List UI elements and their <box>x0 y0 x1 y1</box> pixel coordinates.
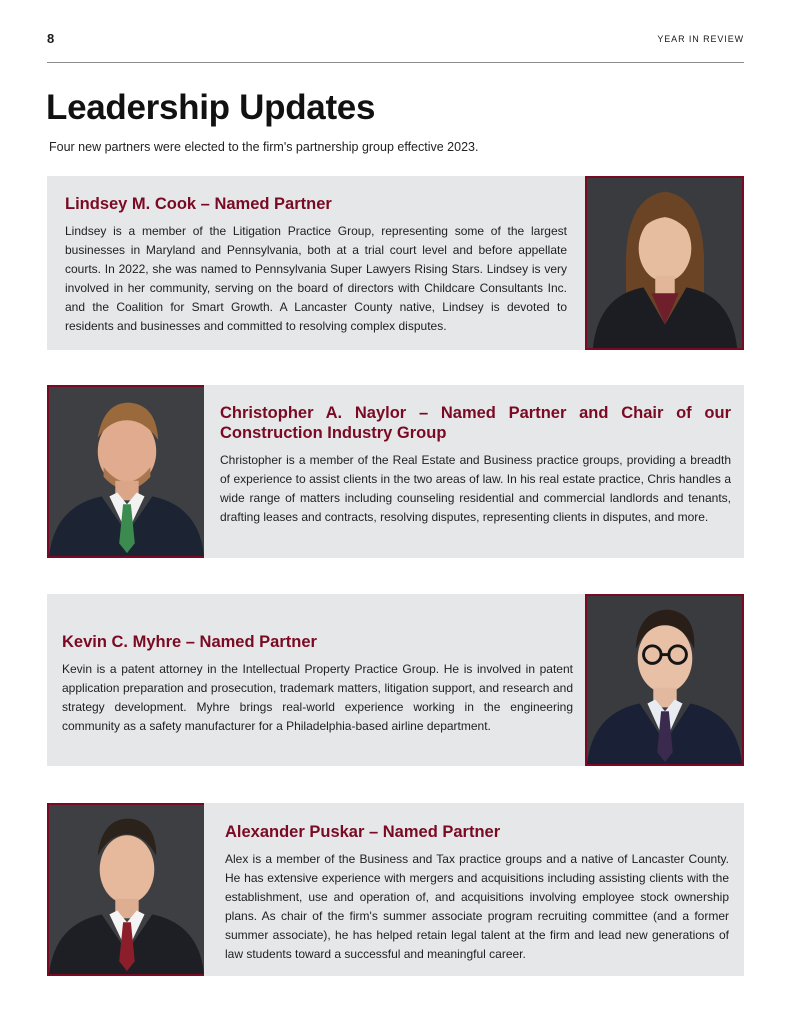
partner-name: Lindsey M. Cook – Named Partner <box>65 195 332 213</box>
portrait-man-glasses-icon <box>587 596 742 764</box>
partner-card-alexander-puskar <box>204 803 744 976</box>
page-title: Leadership Updates <box>46 88 376 127</box>
portrait-man-icon <box>49 387 204 556</box>
partner-bio: Christopher is a member of the Real Estate and Business practice groups, providing a breadth of experience to assist clients in the two areas of law. In his real estate practice, Chris handles a wide range of matters including counseling residential and commercial landlords and tenants, drafting leases and contracts, resolving disputes, representing clients in disputes, and more. <box>220 453 731 524</box>
partner-bio: Lindsey is a member of the Litigation Practice Group, representing some of the largest businesses in Maryland and Pennsylvania, both at a trial court level and before appellate courts. In 2022, she was named to Pennsylvania Super Lawyers Rising Stars. Lindsey is very involved in her community, serving on the board of directors with Childcare Consultants Inc. and the Coalition for Smart Growth. A Lancaster County native, Lindsey is devoted to residents and businesses and committed to resolving complex disputes. <box>65 224 567 333</box>
partner-card-christopher-naylor <box>204 385 744 558</box>
partner-photo-christopher-naylor <box>47 385 206 558</box>
partner-photo-alexander-puskar <box>47 803 206 976</box>
section-label: YEAR IN REVIEW <box>657 34 744 44</box>
partner-name: Christopher A. Naylor – Named Partner and Chair of our Construction Industry Group <box>220 404 731 442</box>
partner-bio: Alex is a member of the Business and Tax practice groups and a native of Lancaster County. He has extensive experience with mergers and acquisitions including assisting clients with the establishment, use and operation of, and acquisitions involving employee stock ownership plans. As chair of the firm's summer associate program recruiting committee (and a former summer associate), he has helped retain legal talent at the firm and lead new generations of law students toward a successful and meaningful career. <box>225 852 729 961</box>
partner-card-kevin-myhre <box>47 594 587 766</box>
partner-name: Alexander Puskar – Named Partner <box>225 823 501 841</box>
partner-bio: Kevin is a patent attorney in the Intellectual Property Practice Group. He is involved in patent application preparation and prosecution, trademark matters, litigation support, and research and strategy development. Myhre brings real-world experience working in the engineering community as a safety manufacturer for a Philadelphia-based airline department. <box>62 662 573 733</box>
portrait-woman-icon <box>587 178 742 348</box>
intro-text: Four new partners were elected to the firm's partnership group effective 2023. <box>49 140 479 154</box>
partner-photo-lindsey-cook <box>585 176 744 350</box>
partner-name: Kevin C. Myhre – Named Partner <box>62 633 317 651</box>
partner-photo-kevin-myhre <box>585 594 744 766</box>
page-number: 8 <box>47 31 55 46</box>
header-divider <box>47 62 744 63</box>
portrait-man-icon <box>49 805 204 974</box>
partner-card-lindsey-cook <box>47 176 587 350</box>
